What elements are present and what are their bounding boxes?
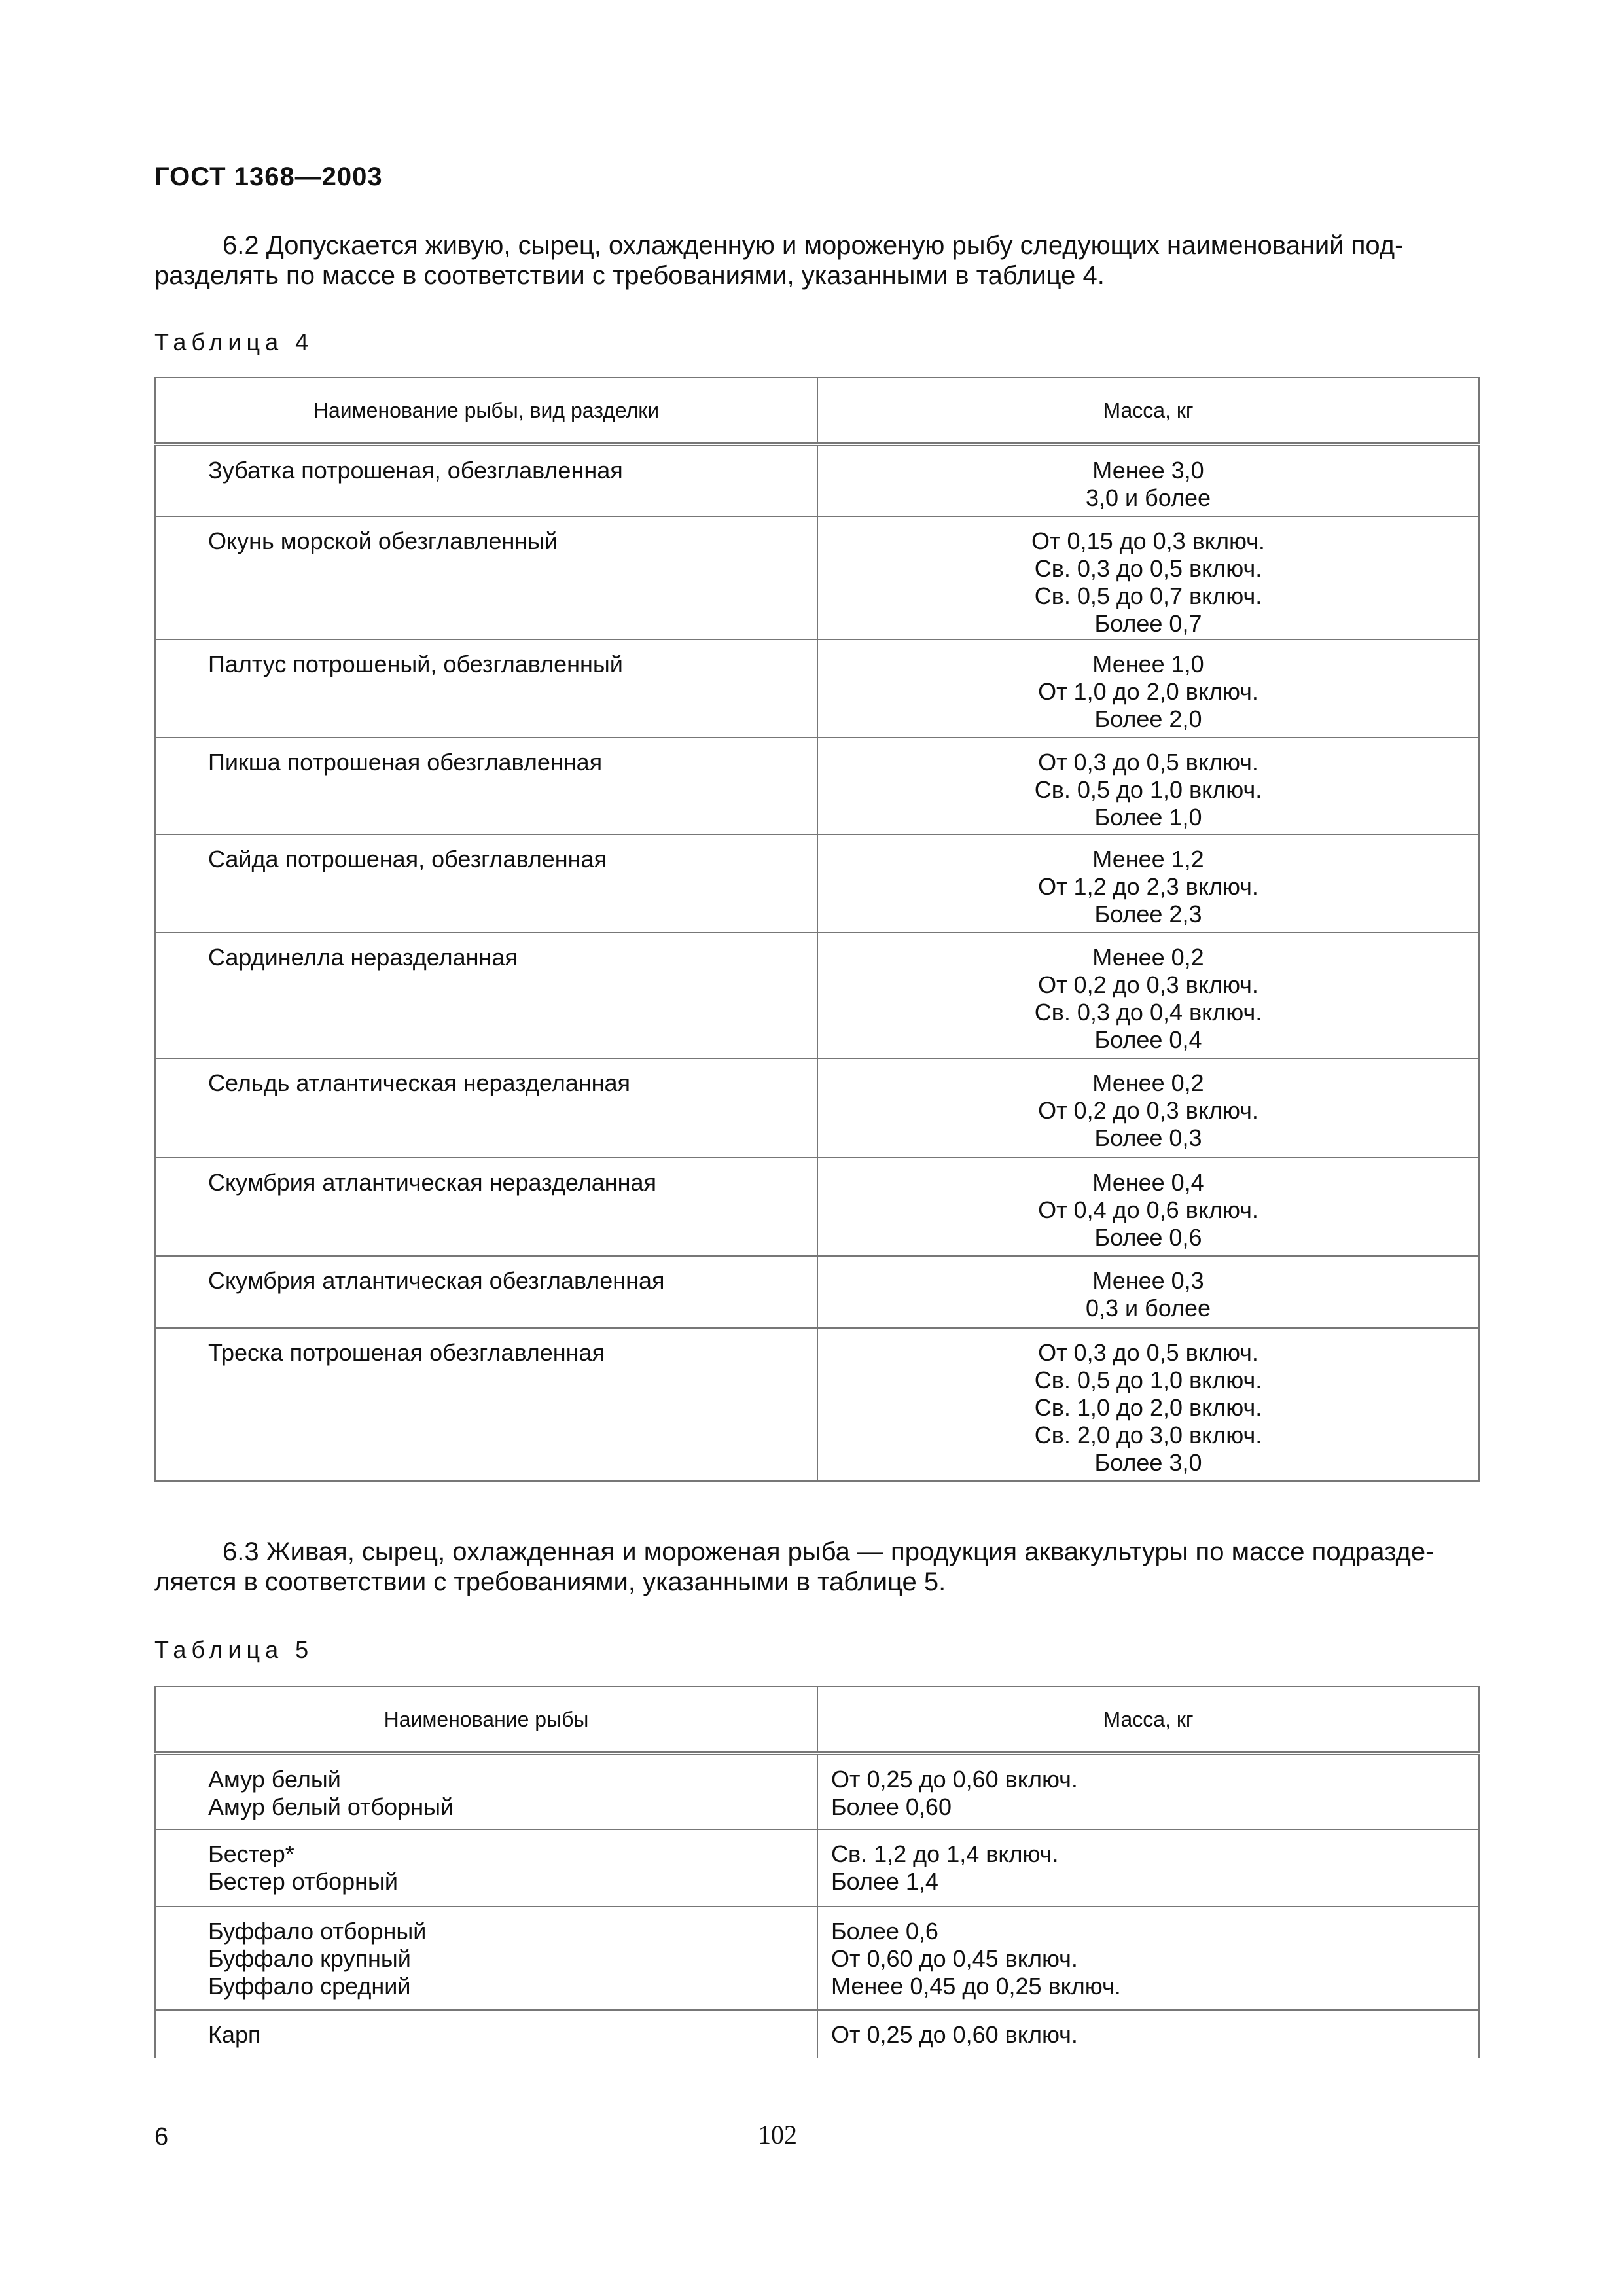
table-row: [155, 834, 1479, 933]
table-row: [155, 933, 1479, 1058]
paragraph-6-2: [154, 230, 1476, 291]
fish-name-cell: Пикша потрошеная обезглавленная: [155, 738, 817, 834]
mass-value: Менее 0,4: [1092, 1169, 1204, 1196]
mass-value: Св. 0,3 до 0,4 включ.: [1034, 999, 1262, 1026]
table-row: [155, 444, 1479, 516]
mass-value: Менее 0,45 до 0,25 включ.: [831, 1973, 1121, 2000]
mass-cell: [817, 1753, 1479, 1829]
document-code-header: ГОСТ 1368—2003: [154, 162, 383, 191]
table-4-label: Таблица 4: [154, 329, 314, 355]
mass-cell: [817, 1829, 1479, 1907]
mass-value: Менее 1,0: [1092, 651, 1204, 677]
mass-cell: [817, 933, 1479, 1058]
fish-name-cell: [155, 1907, 817, 2010]
table-row: [155, 1158, 1479, 1256]
mass-value: 0,3 и более: [1085, 1295, 1211, 1321]
fish-name-cell: Палтус потрошеный, обезглавленный: [155, 639, 817, 738]
mass-value: От 0,4 до 0,6 включ.: [1038, 1196, 1258, 1223]
table-row: [155, 639, 1479, 738]
column-header-fish-name: Наименование рыбы, вид разделки: [155, 378, 817, 444]
fish-name: Буффало отборный: [208, 1918, 427, 1945]
mass-value: От 1,2 до 2,3 включ.: [1038, 873, 1258, 900]
mass-cell: [817, 834, 1479, 933]
fish-name-cell: Скумбрия атлантическая обезглавленная: [155, 1256, 817, 1328]
mass-value: От 0,2 до 0,3 включ.: [1038, 1097, 1258, 1124]
mass-value: От 0,25 до 0,60 включ.: [831, 1766, 1078, 1793]
mass-value: Св. 0,5 до 1,0 включ.: [1034, 776, 1262, 803]
table-row: [155, 2010, 1479, 2058]
mass-value: Более 0,60: [831, 1793, 952, 1820]
page-number: 6: [154, 2123, 169, 2151]
mass-value: Св. 2,0 до 3,0 включ.: [1034, 1422, 1262, 1448]
mass-value: Св. 1,0 до 2,0 включ.: [1034, 1394, 1262, 1421]
fish-name-cell: Зубатка потрошеная, обезглавленная: [155, 444, 817, 516]
table-header-row: [155, 378, 1479, 444]
fish-name-cell: Окунь морской обезглавленный: [155, 516, 817, 639]
paragraph-line: 6.2 Допускается живую, сырец, охлажденную и мороженую рыбу следующих наименований под-: [223, 231, 1404, 260]
fish-name: Буффало крупный: [208, 1945, 411, 1972]
mass-value: Менее 0,2: [1092, 1069, 1204, 1096]
mass-value: Св. 0,3 до 0,5 включ.: [1034, 555, 1262, 582]
mass-value: Более 2,3: [1094, 901, 1202, 927]
mass-cell: [817, 738, 1479, 834]
fish-name: Бестер отборный: [208, 1868, 399, 1895]
mass-value: Менее 0,3: [1092, 1267, 1204, 1294]
fish-name-cell: Сельдь атлантическая неразделанная: [155, 1058, 817, 1158]
fish-name: Бестер*: [208, 1840, 294, 1867]
fish-name-cell: [155, 2010, 817, 2058]
mass-value: От 1,0 до 2,0 включ.: [1038, 678, 1258, 705]
table-5-label: Таблица 5: [154, 1636, 314, 1663]
paragraph-line: ляется в соответствии с требованиями, указанными в таблице 5.: [154, 1568, 946, 1596]
paragraph-6-3: [154, 1537, 1476, 1597]
table-row: [155, 1907, 1479, 2010]
mass-value: Более 0,7: [1094, 610, 1202, 637]
mass-cell: [817, 1058, 1479, 1158]
mass-value: Более 0,4: [1094, 1026, 1202, 1053]
table-row: [155, 516, 1479, 639]
mass-value: Более 2,0: [1094, 706, 1202, 732]
fish-name-cell: Скумбрия атлантическая неразделанная: [155, 1158, 817, 1256]
fish-name-cell: Сайда потрошеная, обезглавленная: [155, 834, 817, 933]
mass-value: От 0,25 до 0,60 включ.: [831, 2021, 1078, 2048]
mass-value: Менее 1,2: [1092, 846, 1204, 872]
fish-name-cell: Сардинелла неразделанная: [155, 933, 817, 1058]
table-row: [155, 738, 1479, 834]
fish-name: Амур белый отборный: [208, 1793, 454, 1820]
table-row: [155, 1328, 1479, 1481]
fish-name-cell: Треска потрошеная обезглавленная: [155, 1328, 817, 1481]
table-row: [155, 1256, 1479, 1328]
mass-value: Более 1,0: [1094, 804, 1202, 831]
mass-value: Менее 3,0: [1092, 457, 1204, 484]
mass-value: Св. 0,5 до 1,0 включ.: [1034, 1367, 1262, 1393]
mass-cell: [817, 444, 1479, 516]
mass-cell: [817, 1328, 1479, 1481]
table-4: [154, 377, 1480, 1482]
fish-name: Буффало средний: [208, 1973, 411, 2000]
mass-cell: [817, 516, 1479, 639]
mass-value: От 0,3 до 0,5 включ.: [1038, 749, 1258, 776]
column-header-mass: Масса, кг: [817, 378, 1479, 444]
mass-value: От 0,3 до 0,5 включ.: [1038, 1339, 1258, 1366]
fish-name: Карп: [208, 2021, 261, 2048]
mass-cell: [817, 1907, 1479, 2010]
mass-value: Более 0,6: [1094, 1224, 1202, 1251]
fish-name-cell: [155, 1829, 817, 1907]
mass-value: От 0,15 до 0,3 включ.: [1031, 528, 1265, 554]
table-row: [155, 1058, 1479, 1158]
paragraph-line: разделять по массе в соответствии с требованиями, указанными в таблице 4.: [154, 261, 1105, 290]
mass-cell: [817, 2010, 1479, 2058]
paragraph-line: 6.3 Живая, сырец, охлажденная и мороженая рыба — продукция аквакультуры по массе подразде-: [223, 1537, 1435, 1566]
mass-value: Более 3,0: [1094, 1449, 1202, 1476]
mass-cell: [817, 1256, 1479, 1328]
mass-value: Более 0,6: [831, 1918, 938, 1945]
table-5: [154, 1686, 1480, 2058]
column-header-fish-name: Наименование рыбы: [155, 1687, 817, 1753]
column-header-mass: Масса, кг: [817, 1687, 1479, 1753]
mass-cell: [817, 1158, 1479, 1256]
mass-value: Более 1,4: [831, 1868, 938, 1895]
mass-value: 3,0 и более: [1085, 484, 1211, 511]
folio-number: 102: [758, 2120, 797, 2149]
fish-name: Амур белый: [208, 1766, 341, 1793]
fish-name-cell: [155, 1753, 817, 1829]
mass-value: Св. 0,5 до 0,7 включ.: [1034, 583, 1262, 609]
table-row: [155, 1753, 1479, 1829]
table-row: [155, 1829, 1479, 1907]
mass-value: Более 0,3: [1094, 1124, 1202, 1151]
mass-cell: [817, 639, 1479, 738]
table-header-row: [155, 1687, 1479, 1753]
mass-value: От 0,60 до 0,45 включ.: [831, 1945, 1078, 1972]
mass-value: Менее 0,2: [1092, 944, 1204, 971]
mass-value: От 0,2 до 0,3 включ.: [1038, 971, 1258, 998]
mass-value: Св. 1,2 до 1,4 включ.: [831, 1840, 1059, 1867]
